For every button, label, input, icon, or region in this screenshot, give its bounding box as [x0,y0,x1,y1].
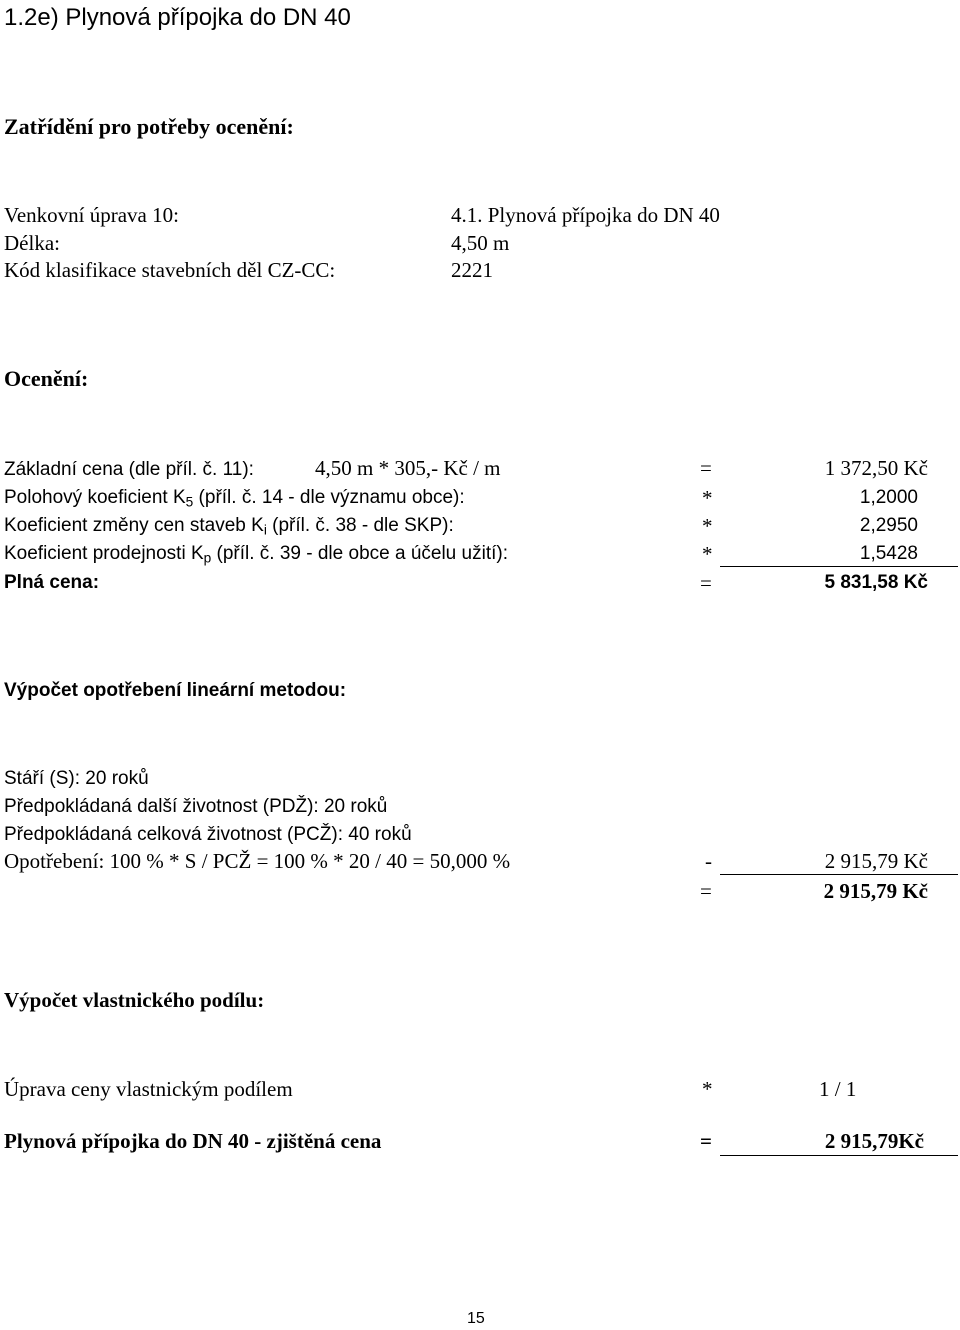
depreciation-calc-op: - [705,849,712,873]
ownership-op: * [702,1077,713,1101]
valuation-value-base-price: 1 372,50 Kč [824,456,928,480]
final-price-op: = [700,1129,712,1153]
classification-label-code: Kód klasifikace stavebních děl CZ-CC: [4,258,336,282]
valuation-label-position-coefficient: Polohový koeficient $K_5$ (příl. č. 14 - dle významu obce): [4,487,465,510]
depreciation-remaining-life: Předpokládaná další životnost (PDŽ): 20 roků [4,796,388,817]
ownership-value: 1 / 1 [819,1077,857,1101]
depreciation-calc-value: 2 915,79 Kč [824,849,928,873]
final-price-label: Plynová přípojka do DN 40 - zjištěná cena [4,1129,382,1153]
depreciation-calc-label: Opotřebení: 100 % * S / PCŽ = 100 % * 20 / 40 = 50,000 % [4,849,511,873]
valuation-value-price-change-coefficient: 2,2950 [859,515,918,536]
valuation-op-position-coefficient: * [702,486,713,510]
valuation-op-base-price: = [700,456,712,480]
classification-label-length: Délka: [4,231,60,255]
valuation-heading: Ocenění: [4,366,89,391]
ownership-heading: Výpočet vlastnického podílu: [4,988,265,1012]
depreciation-heading: Výpočet opotřebení lineární metodou: [4,680,347,701]
valuation-label-base-price: Základní cena (dle příl. č. 11): [4,459,254,480]
page-title: 1.2e) Plynová přípojka do DN 40 [4,4,351,31]
depreciation-result-op: = [700,879,712,903]
depreciation-age: Stáří (S): 20 roků [4,768,149,789]
valuation-detail-base-price: 4,50 m * 305,- Kč / m [315,456,501,480]
valuation-label-marketability-coefficient: Koeficient prodejnosti $K_p$ (příl. č. 39 - dle obce a účelu užití): [4,543,508,566]
depreciation-total-life: Předpokládaná celková životnost (PCŽ): 40 roků [4,824,412,845]
ownership-label: Úprava ceny vlastnickým podílem [4,1077,293,1101]
total-underline [720,566,958,567]
valuation-op-marketability-coefficient: * [702,542,713,566]
depreciation-underline [720,874,958,875]
classification-value-outdoor: 4.1. Plynová přípojka do DN 40 [451,203,720,227]
classification-label-outdoor: Venkovní úprava 10: [4,203,179,227]
final-price-value: 2 915,79Kč [824,1129,924,1153]
valuation-value-marketability-coefficient: 1,5428 [859,543,918,564]
valuation-total-op: = [700,571,712,595]
valuation-total-value: 5 831,58 Kč [824,572,928,593]
valuation-total-label: Plná cena: [4,572,100,593]
classification-value-length: 4,50 m [451,231,510,255]
final-price-underline [720,1155,958,1156]
classification-value-code: 2221 [451,258,493,282]
valuation-label-price-change-coefficient: Koeficient změny cen staveb $K_i$ (příl. č. 38 - dle SKP): [4,515,454,538]
valuation-op-price-change-coefficient: * [702,514,713,538]
depreciation-result-value: 2 915,79 Kč [823,879,928,903]
page-number: 15 [467,1310,485,1327]
classification-heading: Zatřídění pro potřeby ocenění: [4,114,294,139]
valuation-value-position-coefficient: 1,2000 [859,487,918,508]
